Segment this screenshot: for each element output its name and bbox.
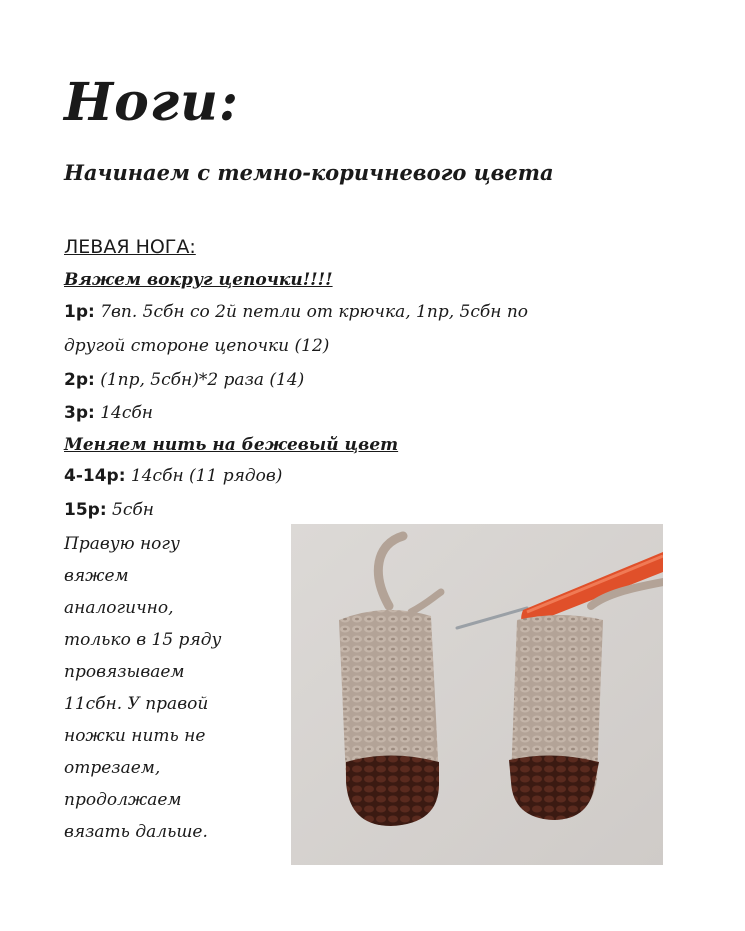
row-text: 7вп. 5сбн со 2й петли от крючка, 1пр, 5сбн по [100,302,529,322]
left-leg [339,610,439,826]
pattern-row [64,403,153,423]
photo-illustration [291,524,663,865]
subtitle: Начинаем с темно-коричневого цвета [64,160,554,185]
pattern-row [64,370,304,390]
row-text: 14сбн (11 рядов) [130,466,283,486]
side-line: 11сбн. У правой [64,694,209,714]
side-line: вязать дальше. [64,822,208,842]
side-line: Правую ногу [64,534,180,554]
row-text: другой стороне цепочки (12) [64,336,330,356]
side-line: отрезаем, [64,758,161,778]
row-label: 2р: [64,370,95,390]
crochet-legs-photo [291,524,663,865]
row-text: (1пр, 5сбн)*2 раза (14) [100,370,305,390]
row-label: 4-14р: [64,466,126,486]
side-line: вяжем [64,566,129,586]
side-line: только в 15 ряду [64,630,222,650]
row-text: 5сбн [112,500,154,520]
row-text: 14сбн [100,403,153,423]
page-title: Ноги: [64,72,240,133]
section-title: ЛЕВАЯ НОГА: [64,236,196,258]
pattern-row [64,302,528,322]
note-color-change: Меняем нить на бежевый цвет [64,435,399,455]
pattern-row [64,466,282,486]
row-label: 15р: [64,500,107,520]
side-line: аналогично, [64,598,174,618]
pattern-row [64,336,329,356]
side-line: продолжаем [64,790,182,810]
side-line: провязываем [64,662,185,682]
row-label: 3р: [64,403,95,423]
pattern-row [64,500,154,520]
side-line: ножки нить не [64,726,206,746]
right-leg [509,615,603,820]
row-label: 1р: [64,302,95,322]
note-around-chain: Вяжем вокруг цепочки!!!! [64,270,333,290]
